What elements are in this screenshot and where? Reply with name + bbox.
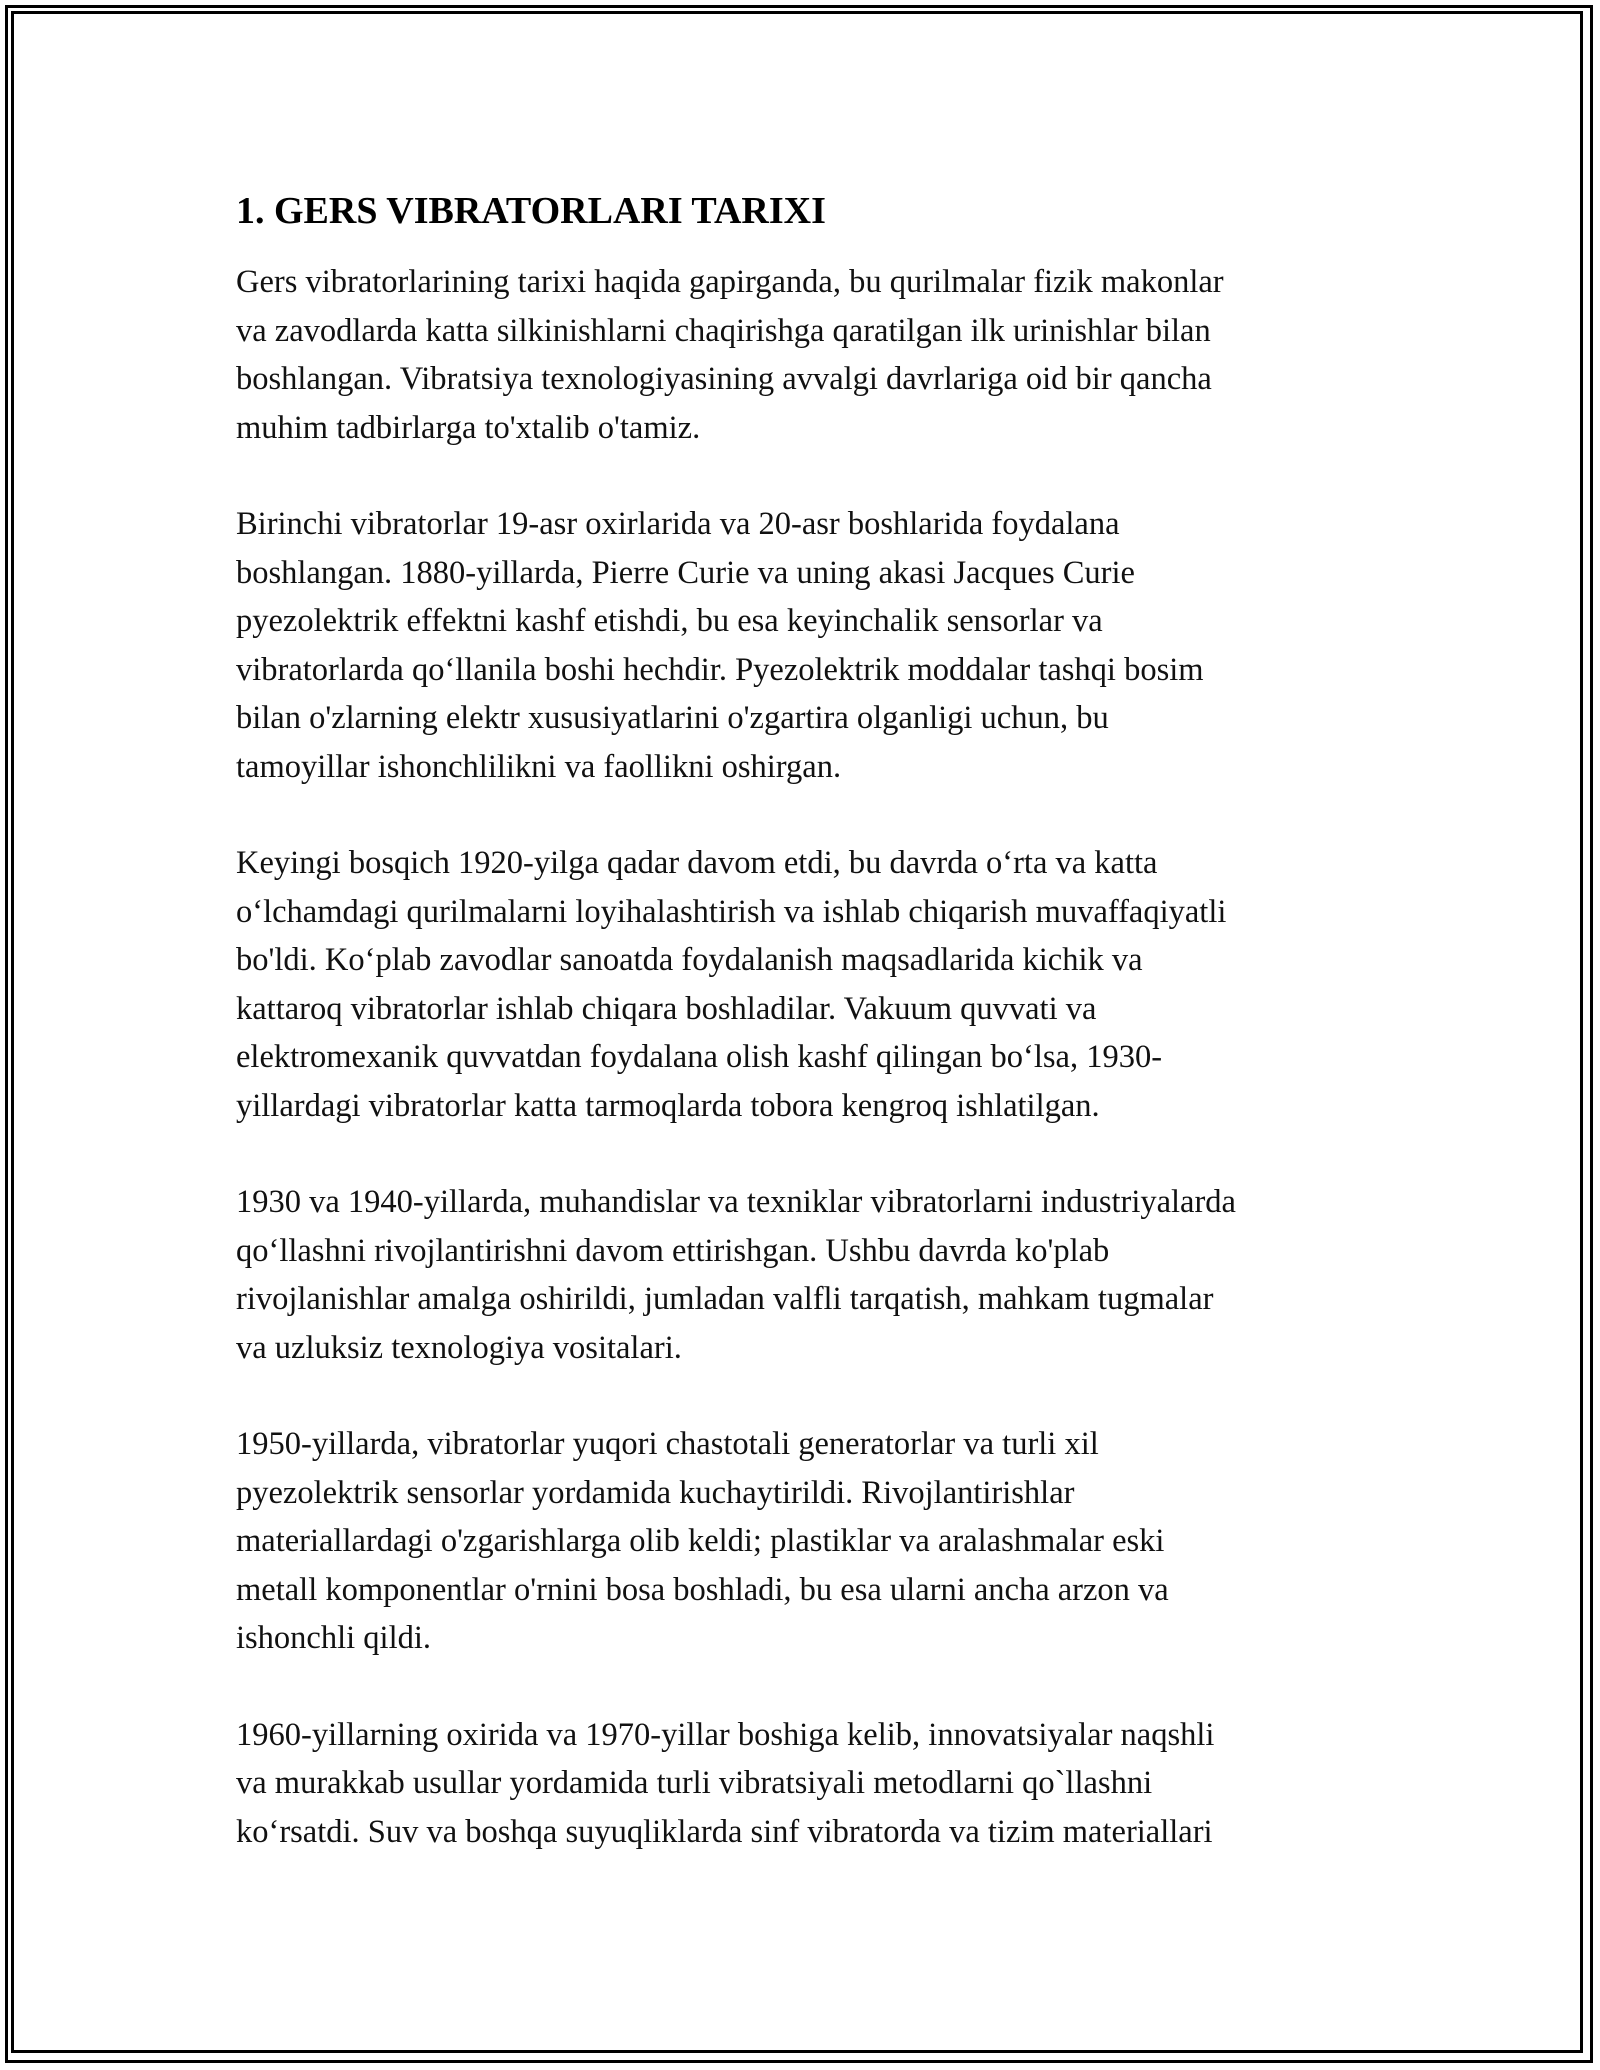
text-line: boshlangan. Vibratsiya texnologiyasining avvalgi davrlariga oid bir qancha: [236, 361, 1212, 397]
text-line: yillardagi vibratorlar katta tarmoqlarda tobora kengroq ishlatilgan.: [236, 1087, 1100, 1124]
paragraph-6: [236, 1711, 1366, 1857]
text-line: vibratorlarda qo‘llanila boshi hechdir. Pyezolektrik moddalar tashqi bosim: [236, 651, 1204, 688]
text-line: va zavodlarda katta silkinishlarni chaqirishga qaratilgan ilk urinishlar bilan: [236, 312, 1211, 349]
text-line: o‘lchamdagi qurilmalarni loyihalashtirish va ishlab chiqarish muvaffaqiyatli: [236, 893, 1227, 930]
text-line: ko‘rsatdi. Suv va boshqa suyuqliklarda sinf vibratorda va tizim materiallari: [236, 1813, 1213, 1850]
text-line: 1930 va 1940-yillarda, muhandislar va texniklar vibratorlarni industriyalarda: [236, 1184, 1236, 1220]
text-line: Keyingi bosqich 1920-yilga qadar davom etdi, bu davrda o‘rta va katta: [236, 845, 1158, 881]
paragraph-5: [236, 1420, 1366, 1663]
text-line: metall komponentlar o'rnini bosa boshladi, bu esa ularni ancha arzon va: [236, 1571, 1169, 1608]
text-line: pyezolektrik effektni kashf etishdi, bu esa keyinchalik sensorlar va: [236, 603, 1103, 639]
text-line: rivojlanishlar amalga oshirildi, jumladan valfli tarqatish, mahkam tugmalar: [236, 1281, 1214, 1317]
paragraph-2: [236, 500, 1366, 791]
text-line: boshlangan. 1880-yillarda, Pierre Curie va uning akasi Jacques Curie: [236, 554, 1135, 591]
text-line: materiallardagi o'zgarishlarga olib keldi; plastiklar va aralashmalar eski: [236, 1523, 1165, 1559]
text-line: bo'ldi. Ko‘plab zavodlar sanoatda foydalanish maqsadlarida kichik va: [236, 942, 1143, 978]
text-line: va uzluksiz texnologiya vositalari.: [236, 1329, 682, 1366]
document-body: [236, 186, 1366, 1904]
text-line: Birinchi vibratorlar 19-asr oxirlarida va 20-asr boshlarida foydalana: [236, 506, 1120, 542]
section-title: 1. GERS VIBRATORLARI TARIXI: [236, 190, 826, 232]
text-line: Gers vibratorlarining tarixi haqida gapirganda, bu qurilmalar fizik makonlar: [236, 264, 1224, 300]
text-line: qo‘llashni rivojlantirishni davom ettirishgan. Ushbu davrda ko'plab: [236, 1232, 1110, 1269]
text-line: kattaroq vibratorlar ishlab chiqara boshladilar. Vakuum quvvati va: [236, 990, 1097, 1027]
text-line: ishonchli qildi.: [236, 1620, 431, 1656]
text-line: 1950-yillarda, vibratorlar yuqori chastotali generatorlar va turli xil: [236, 1426, 1099, 1462]
text-line: 1960-yillarning oxirida va 1970-yillar boshiga kelib, innovatsiyalar naqshli: [236, 1716, 1215, 1753]
paragraph-3: [236, 839, 1366, 1130]
text-line: va murakkab usullar yordamida turli vibratsiyali metodlarni qo`llashni: [236, 1765, 1153, 1801]
paragraph-4: [236, 1178, 1366, 1372]
text-line: muhim tadbirlarga to'xtalib o'tamiz.: [236, 409, 701, 446]
text-line: bilan o'zlarning elektr xususiyatlarini o'zgartira olganligi uchun, bu: [236, 700, 1109, 736]
text-line: elektromexanik quvvatdan foydalana olish kashf qilingan bo‘lsa, 1930-: [236, 1039, 1163, 1075]
text-line: pyezolektrik sensorlar yordamida kuchaytirildi. Rivojlantirishlar: [236, 1474, 1075, 1511]
paragraph-1: [236, 258, 1366, 452]
text-line: tamoyillar ishonchlilikni va faollikni oshirgan.: [236, 748, 842, 785]
